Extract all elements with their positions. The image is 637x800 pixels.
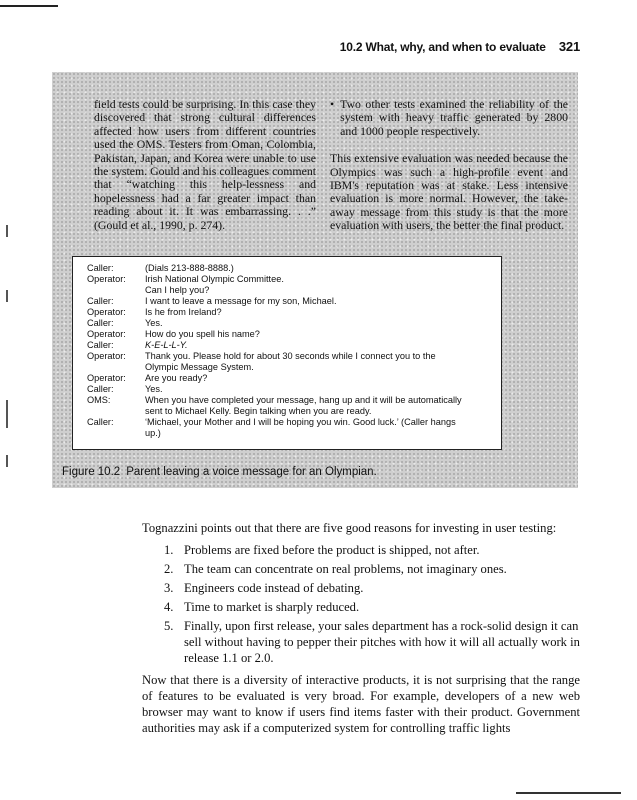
item-text: Time to market is sharply reduced. <box>184 600 360 614</box>
utterance: Irish National Olympic Committee. <box>145 274 284 284</box>
dialogue-line <box>87 329 493 340</box>
list-item <box>164 542 580 558</box>
speaker: Caller: <box>87 296 114 306</box>
speaker: Caller: <box>87 263 114 273</box>
utterance: Yes. <box>145 318 163 328</box>
item-text: Finally, upon first release, your sales department has a rock-solid design it can sell without having to pepper their pitches with how it will all actually work in release 1.1 or 2.0. <box>184 619 580 665</box>
speaker: OMS: <box>87 395 111 405</box>
speaker <box>87 362 145 373</box>
dialogue-line <box>87 384 493 395</box>
utterance: K-E-L-L-Y. <box>145 340 188 350</box>
utterance: (Dials 213-888-8888.) <box>145 263 234 273</box>
speaker: Operator: <box>87 274 126 284</box>
dialogue-line <box>87 307 493 318</box>
dialogue-line <box>87 318 493 329</box>
list-item <box>164 618 580 666</box>
utterance: Olympic Message System. <box>145 362 254 372</box>
utterance: sent to Michael Kelly. Begin talking when you are ready. <box>145 406 372 416</box>
speaker: Caller: <box>87 318 114 328</box>
dialogue-line <box>87 417 493 428</box>
dialogue-line <box>87 362 493 373</box>
speaker: Operator: <box>87 307 126 317</box>
speaker <box>87 428 145 439</box>
item-text: The team can concentrate on real problems, not imaginary ones. <box>184 562 507 576</box>
closing-paragraph: Now that there is a diversity of interactive products, it is not surprising that the range of features to be evaluated is very broad. For example, developers of a new web browser may want to know if users find items faster with their product. Government authorities may ask if a computerized system for controlling traffic lights <box>142 673 580 735</box>
speaker: Caller: <box>87 340 114 350</box>
dialogue-line <box>87 340 493 351</box>
item-number: 5. <box>164 619 174 633</box>
dialogue-box <box>72 256 502 450</box>
box-right-column <box>330 98 568 233</box>
bullet-glyph: • <box>330 97 335 111</box>
page-number: 321 <box>558 39 580 54</box>
item-number: 1. <box>164 543 174 557</box>
list-item <box>164 561 580 577</box>
figure-caption <box>62 466 377 478</box>
utterance: When you have completed your message, hang up and it will be automatically <box>145 395 462 405</box>
speaker <box>87 406 145 417</box>
top-rule <box>0 5 58 7</box>
scan-margin-mark <box>6 400 8 428</box>
reasons-list <box>164 542 580 666</box>
bullet-text: Two other tests examined the reliability of the system with heavy traffic generated by 2800 and 1000 people respectively. <box>340 97 568 138</box>
figure-caption-text: Parent leaving a voice message for an Olympian. <box>126 466 377 478</box>
utterance: Is he from Ireland? <box>145 307 222 317</box>
box-bullet-item <box>330 98 568 138</box>
box-left-text: field tests could be surprising. In this case they discovered that strong cultural differences affected how users from different countries used the OMS. Testers from Oman, Colombia, Pakistan, Japan, and Korea were unable to use the system. Gould and his colleagues comment that “watching this help-lessness and hopelessness had a far greater impact than reading about it. It was embarrassing. . .” (Gould et al., 1990, p. 274). <box>94 97 316 232</box>
item-number: 2. <box>164 562 174 576</box>
item-text: Problems are fixed before the product is shipped, not after. <box>184 543 480 557</box>
section-title: 10.2 What, why, and when to evaluate <box>339 40 546 54</box>
speaker: Caller: <box>87 384 114 394</box>
utterance: ‘Michael, your Mother and I will be hoping you win. Good luck.’ (Caller hangs <box>145 417 456 427</box>
intro-paragraph: Tognazzini points out that there are five good reasons for investing in user testing: <box>142 521 557 535</box>
item-text: Engineers code instead of debating. <box>184 581 364 595</box>
list-item <box>164 599 580 615</box>
utterance: How do you spell his name? <box>145 329 260 339</box>
scan-margin-mark <box>6 290 8 302</box>
speaker: Operator: <box>87 329 126 339</box>
utterance: Yes. <box>145 384 163 394</box>
utterance: Are you ready? <box>145 373 208 383</box>
item-number: 3. <box>164 581 174 595</box>
box-left-column <box>94 98 316 232</box>
dialogue-line <box>87 274 493 285</box>
dialogue-line <box>87 263 493 274</box>
speaker: Operator: <box>87 351 126 361</box>
scan-margin-mark <box>6 455 8 467</box>
scan-margin-mark <box>6 225 8 237</box>
speaker: Operator: <box>87 373 126 383</box>
item-number: 4. <box>164 600 174 614</box>
dialogue-line <box>87 373 493 384</box>
utterance: I want to leave a message for my son, Michael. <box>145 296 337 306</box>
dialogue-line <box>87 351 493 362</box>
bottom-rule <box>516 792 621 794</box>
speaker <box>87 285 145 296</box>
speaker: Caller: <box>87 417 114 427</box>
dialogue-line <box>87 406 493 417</box>
box-right-text: This extensive evaluation was needed because the Olympics was such a high-profile event and IBM's reputation was at stake. Less intensive evaluation is more normal. However, the take-away message from this study is that the more evaluation with users, the better the final product. <box>330 151 568 233</box>
utterance: Can I help you? <box>145 285 210 295</box>
dialogue-line <box>87 395 493 406</box>
dialogue-line <box>87 428 493 439</box>
utterance: up.) <box>145 428 161 438</box>
dialogue-line <box>87 296 493 307</box>
list-item <box>164 580 580 596</box>
utterance: Thank you. Please hold for about 30 seconds while I connect you to the <box>145 351 436 361</box>
running-header <box>340 39 580 54</box>
dialogue-line <box>87 285 493 296</box>
main-body <box>142 520 580 736</box>
figure-label: Figure 10.2 <box>62 466 121 478</box>
